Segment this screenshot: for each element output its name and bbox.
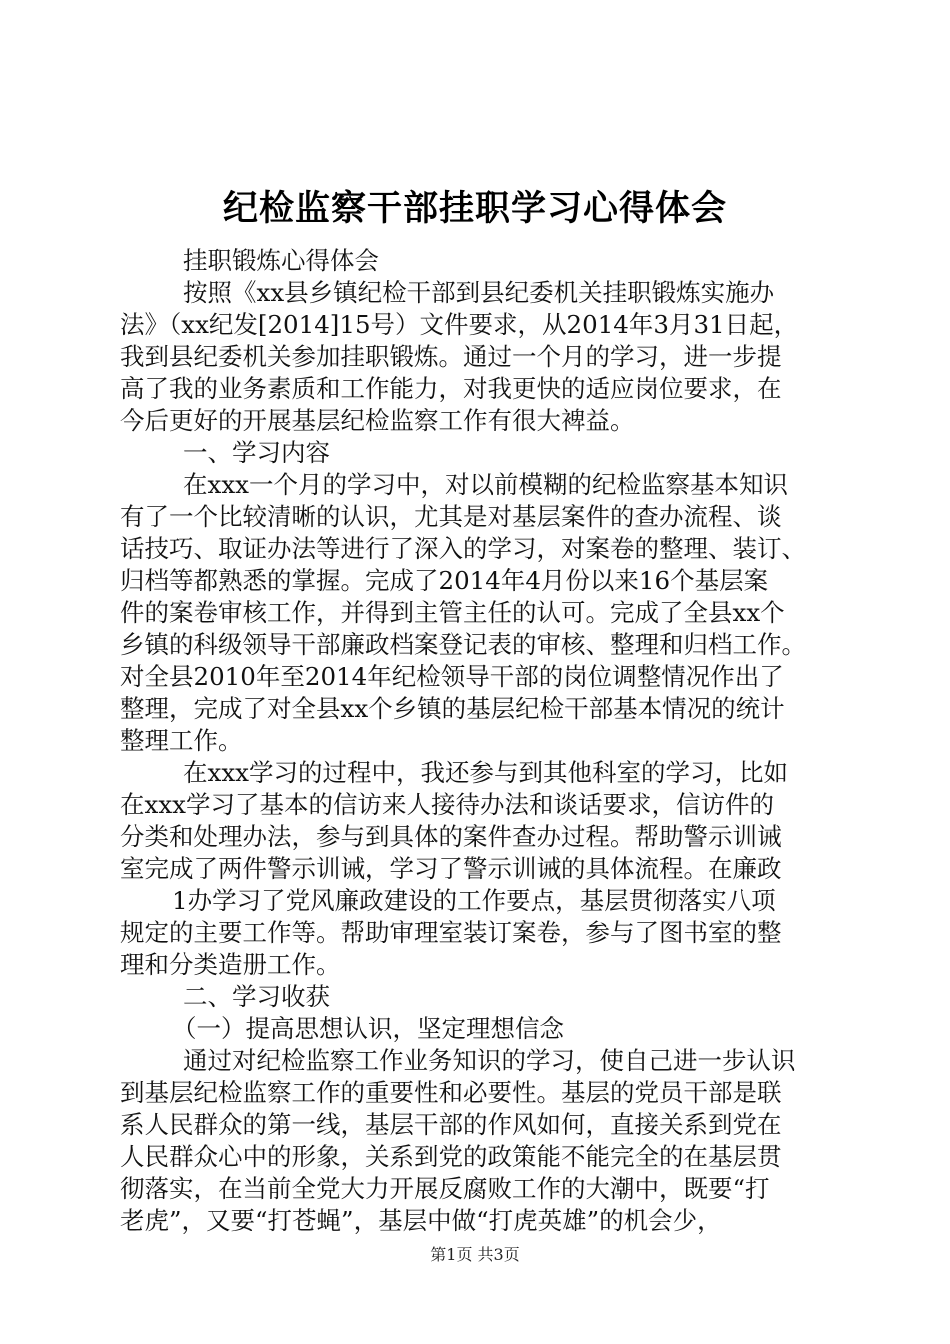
paragraph-line: 人民群众心中的形象，关系到党的政策能不能完全的在基层贯: [120, 1142, 782, 1171]
section-heading: 二、学习收获: [183, 982, 330, 1011]
document-title: 纪检监察干部挂职学习心得体会: [222, 188, 727, 229]
paragraph-line: 1办学习了党风廉政建设的工作要点，基层贯彻落实八项: [172, 886, 776, 915]
paragraph-line: 到基层纪检监察工作的重要性和必要性。基层的党员干部是联: [120, 1078, 782, 1107]
paragraph-line: 归档等都熟悉的掌握。完成了2014年4月份以来16个基层案: [120, 566, 769, 595]
paragraph-line: 彻落实，在当前全党大力开展反腐败工作的大潮中，既要“打: [120, 1174, 770, 1203]
paragraph-line: 整理工作。: [120, 726, 243, 755]
paragraph-line: 整理，完成了对全县xx个乡镇的基层纪检干部基本情况的统计: [120, 694, 785, 723]
paragraph-line: 室完成了两件警示训诫，学习了警示训诫的具体流程。在廉政: [120, 854, 782, 883]
paragraph-line: 在xxx一个月的学习中，对以前模糊的纪检监察基本知识: [183, 470, 788, 499]
subtitle: 挂职锻炼心得体会: [183, 246, 379, 275]
paragraph-line: 在xxx学习了基本的信访来人接待办法和谈话要求，信访件的: [120, 790, 774, 819]
paragraph-line: 有了一个比较清晰的认识，尤其是对基层案件的查办流程、谈: [120, 502, 782, 531]
paragraph-line: 在xxx学习的过程中，我还参与到其他科室的学习，比如: [183, 758, 788, 787]
paragraph-line: 老虎”，又要“打苍蝇”，基层中做“打虎英雄”的机会少，: [120, 1206, 722, 1235]
paragraph-line: 按照《xx县乡镇纪检干部到县纪委机关挂职锻炼实施办: [183, 278, 775, 307]
paragraph-line: 高了我的业务素质和工作能力，对我更快的适应岗位要求，在: [120, 374, 782, 403]
paragraph-line: 法》（xx纪发[2014]15号）文件要求，从2014年3月31日起，: [120, 310, 799, 339]
page-number: 第1页 共3页: [430, 1245, 520, 1264]
paragraph-line: 系人民群众的第一线，基层干部的作风如何，直接关系到党在: [120, 1110, 782, 1139]
subsection-heading: （一）提高思想认识，坚定理想信念: [172, 1014, 564, 1043]
paragraph-line: 对全县2010年至2014年纪检领导干部的岗位调整情况作出了: [120, 662, 784, 691]
paragraph-line: 今后更好的开展基层纪检监察工作有很大裨益。: [120, 406, 635, 435]
section-heading: 一、学习内容: [183, 438, 330, 467]
paragraph-line: 分类和处理办法，参与到具体的案件查办过程。帮助警示训诫: [120, 822, 782, 851]
paragraph-line: 理和分类造册工作。: [120, 950, 341, 979]
paragraph-line: 乡镇的科级领导干部廉政档案登记表的审核、整理和归档工作。: [120, 630, 806, 659]
paragraph-line: 话技巧、取证办法等进行了深入的学习，对案卷的整理、装订、: [120, 534, 806, 563]
paragraph-line: 件的案卷审核工作，并得到主管主任的认可。完成了全县xx个: [120, 598, 785, 627]
paragraph-line: 通过对纪检监察工作业务知识的学习，使自己进一步认识: [183, 1046, 796, 1075]
paragraph-line: 规定的主要工作等。帮助审理室装订案卷，参与了图书室的整: [120, 918, 782, 947]
paragraph-line: 我到县纪委机关参加挂职锻炼。通过一个月的学习，进一步提: [120, 342, 782, 371]
